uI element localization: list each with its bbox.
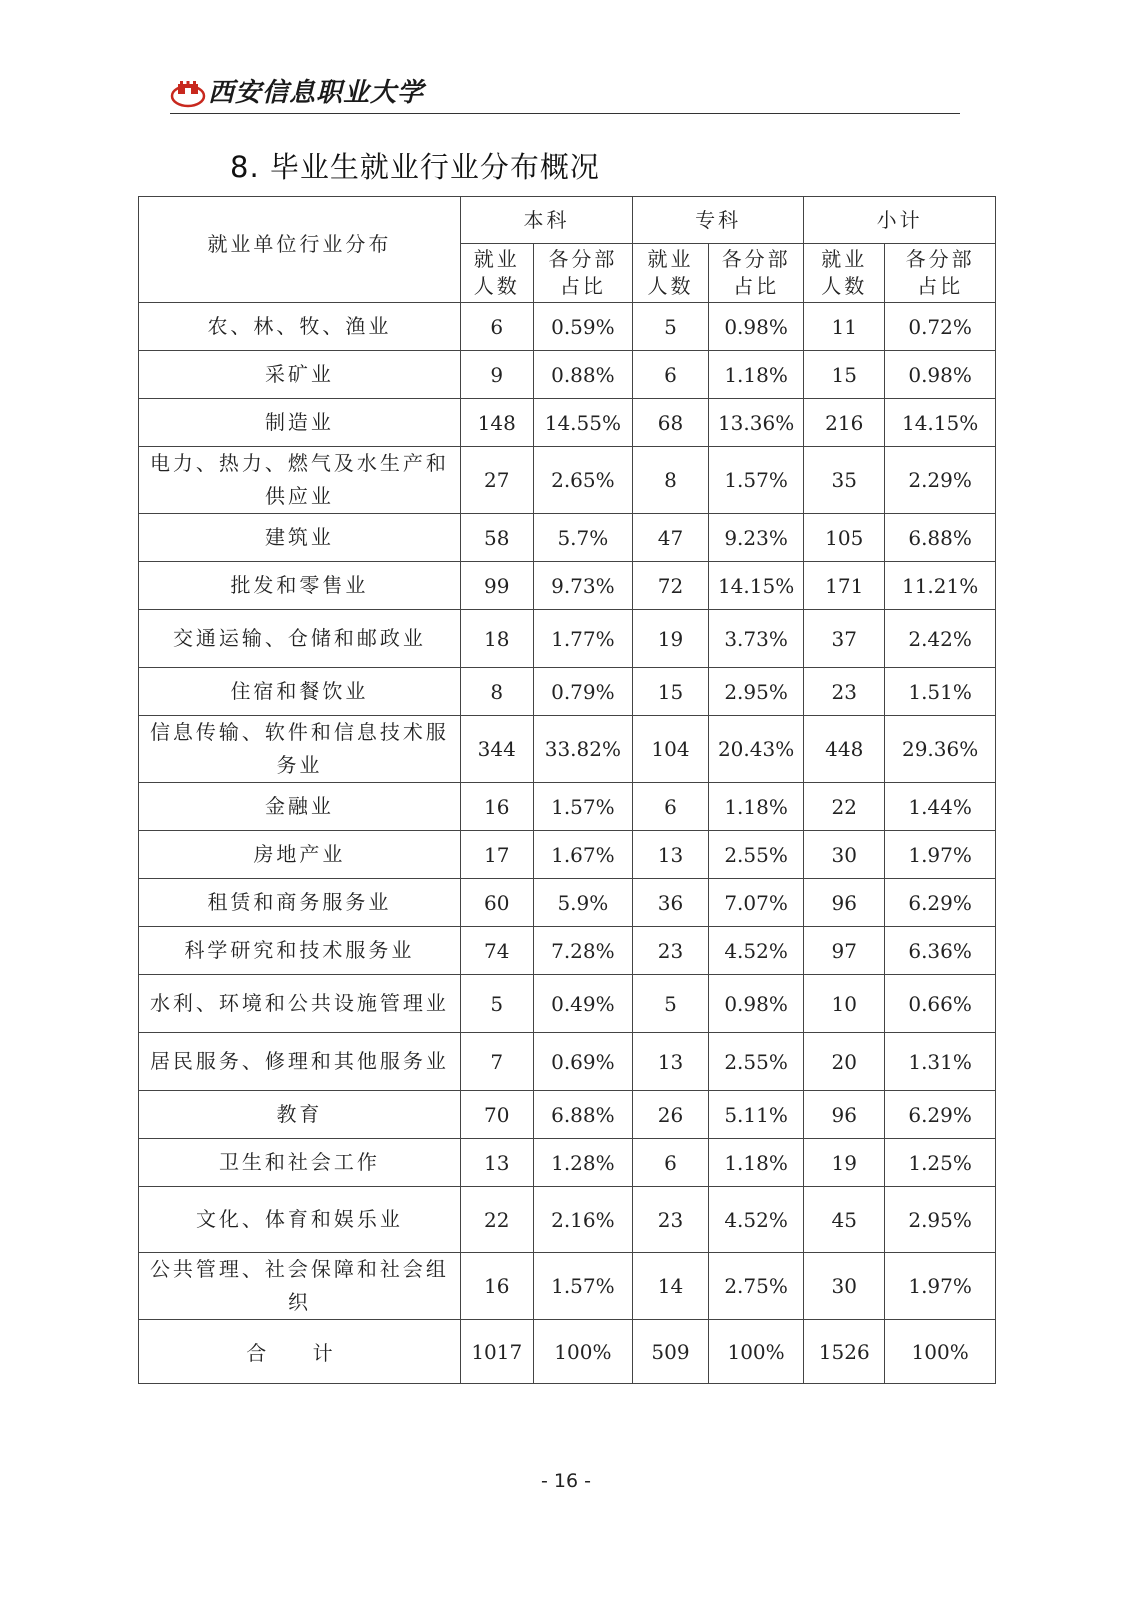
subheader-cell: 各分部 占比 <box>885 244 996 303</box>
percent-cell: 4.52% <box>708 927 803 975</box>
count-cell: 60 <box>460 879 533 927</box>
count-cell: 6 <box>460 303 533 351</box>
page-header <box>170 78 960 114</box>
subheader-cell: 就业 人数 <box>633 244 709 303</box>
count-cell: 171 <box>804 562 885 610</box>
industry-label: 居民服务、修理和其他服务业 <box>139 1033 461 1091</box>
percent-cell: 2.75% <box>708 1253 803 1320</box>
industry-label: 教育 <box>139 1091 461 1139</box>
section-title: 8. 毕业生就业行业分布概况 <box>230 150 600 184</box>
count-cell: 45 <box>804 1187 885 1253</box>
count-cell: 18 <box>460 610 533 668</box>
count-cell: 5 <box>633 303 709 351</box>
percent-cell: 1.28% <box>533 1139 632 1187</box>
percent-cell: 29.36% <box>885 716 996 783</box>
subheader-cell: 就业 人数 <box>804 244 885 303</box>
percent-cell: 1.67% <box>533 831 632 879</box>
table-row <box>139 1253 996 1320</box>
percent-cell: 1.57% <box>708 447 803 514</box>
count-cell: 74 <box>460 927 533 975</box>
percent-cell: 14.55% <box>533 399 632 447</box>
total-percent-cell: 100% <box>708 1320 803 1384</box>
percent-cell: 6.88% <box>885 514 996 562</box>
industry-label: 科学研究和技术服务业 <box>139 927 461 975</box>
percent-cell: 14.15% <box>708 562 803 610</box>
total-percent-cell: 100% <box>885 1320 996 1384</box>
percent-cell: 6.88% <box>533 1091 632 1139</box>
percent-cell: 1.57% <box>533 783 632 831</box>
percent-cell: 2.16% <box>533 1187 632 1253</box>
count-cell: 30 <box>804 831 885 879</box>
count-cell: 9 <box>460 351 533 399</box>
industry-label: 电力、热力、燃气及水生产和供应业 <box>139 447 461 514</box>
subheader-cell: 各分部 占比 <box>708 244 803 303</box>
count-cell: 448 <box>804 716 885 783</box>
percent-cell: 0.69% <box>533 1033 632 1091</box>
count-cell: 8 <box>633 447 709 514</box>
header-divider <box>170 113 960 114</box>
percent-cell: 0.79% <box>533 668 632 716</box>
count-cell: 23 <box>633 1187 709 1253</box>
percent-cell: 5.11% <box>708 1091 803 1139</box>
subheader-cell: 各分部 占比 <box>533 244 632 303</box>
percent-cell: 6.36% <box>885 927 996 975</box>
industry-label: 房地产业 <box>139 831 461 879</box>
industry-label: 采矿业 <box>139 351 461 399</box>
percent-cell: 13.36% <box>708 399 803 447</box>
total-count-cell: 509 <box>633 1320 709 1384</box>
industry-label: 建筑业 <box>139 514 461 562</box>
percent-cell: 0.98% <box>708 303 803 351</box>
count-cell: 22 <box>460 1187 533 1253</box>
percent-cell: 6.29% <box>885 1091 996 1139</box>
percent-cell: 1.18% <box>708 1139 803 1187</box>
count-cell: 104 <box>633 716 709 783</box>
percent-cell: 2.29% <box>885 447 996 514</box>
percent-cell: 1.25% <box>885 1139 996 1187</box>
table-row <box>139 1187 996 1253</box>
industry-label: 住宿和餐饮业 <box>139 668 461 716</box>
count-cell: 15 <box>804 351 885 399</box>
industry-label: 卫生和社会工作 <box>139 1139 461 1187</box>
industry-label: 水利、环境和公共设施管理业 <box>139 975 461 1033</box>
total-count-cell: 1526 <box>804 1320 885 1384</box>
table-row <box>139 399 996 447</box>
table-row <box>139 975 996 1033</box>
percent-cell: 0.98% <box>885 351 996 399</box>
table-row <box>139 1139 996 1187</box>
count-cell: 216 <box>804 399 885 447</box>
count-cell: 19 <box>804 1139 885 1187</box>
table-row <box>139 927 996 975</box>
industry-label: 租赁和商务服务业 <box>139 879 461 927</box>
percent-cell: 14.15% <box>885 399 996 447</box>
industry-label: 批发和零售业 <box>139 562 461 610</box>
count-cell: 27 <box>460 447 533 514</box>
count-cell: 16 <box>460 783 533 831</box>
count-cell: 105 <box>804 514 885 562</box>
percent-cell: 2.95% <box>708 668 803 716</box>
table-row <box>139 351 996 399</box>
percent-cell: 1.77% <box>533 610 632 668</box>
table-row <box>139 668 996 716</box>
table-row <box>139 610 996 668</box>
count-cell: 11 <box>804 303 885 351</box>
group-header-subtotal: 小计 <box>804 197 996 244</box>
total-row <box>139 1320 996 1384</box>
count-cell: 6 <box>633 1139 709 1187</box>
count-cell: 47 <box>633 514 709 562</box>
count-cell: 13 <box>633 1033 709 1091</box>
count-cell: 20 <box>804 1033 885 1091</box>
count-cell: 23 <box>633 927 709 975</box>
count-cell: 19 <box>633 610 709 668</box>
percent-cell: 9.23% <box>708 514 803 562</box>
count-cell: 37 <box>804 610 885 668</box>
count-cell: 8 <box>460 668 533 716</box>
group-header-junior-college: 专科 <box>633 197 804 244</box>
count-cell: 96 <box>804 879 885 927</box>
table-row <box>139 562 996 610</box>
table-row <box>139 716 996 783</box>
table-body <box>139 303 996 1384</box>
percent-cell: 1.51% <box>885 668 996 716</box>
count-cell: 13 <box>633 831 709 879</box>
count-cell: 5 <box>633 975 709 1033</box>
table-row <box>139 514 996 562</box>
count-cell: 16 <box>460 1253 533 1320</box>
count-cell: 58 <box>460 514 533 562</box>
percent-cell: 6.29% <box>885 879 996 927</box>
university-name: 西安信息职业大学 <box>208 78 425 108</box>
table-row <box>139 879 996 927</box>
corner-header: 就业单位行业分布 <box>139 197 461 303</box>
percent-cell: 0.59% <box>533 303 632 351</box>
count-cell: 70 <box>460 1091 533 1139</box>
percent-cell: 20.43% <box>708 716 803 783</box>
count-cell: 30 <box>804 1253 885 1320</box>
count-cell: 23 <box>804 668 885 716</box>
industry-label: 交通运输、仓储和邮政业 <box>139 610 461 668</box>
percent-cell: 1.57% <box>533 1253 632 1320</box>
percent-cell: 0.98% <box>708 975 803 1033</box>
count-cell: 6 <box>633 783 709 831</box>
total-percent-cell: 100% <box>533 1320 632 1384</box>
industry-label: 文化、体育和娱乐业 <box>139 1187 461 1253</box>
count-cell: 10 <box>804 975 885 1033</box>
page-number: - 16 - <box>541 1470 591 1492</box>
percent-cell: 0.72% <box>885 303 996 351</box>
industry-distribution-table <box>138 196 996 1384</box>
table-row <box>139 783 996 831</box>
count-cell: 99 <box>460 562 533 610</box>
count-cell: 7 <box>460 1033 533 1091</box>
group-header-undergrad: 本科 <box>460 197 632 244</box>
count-cell: 36 <box>633 879 709 927</box>
subheader-cell: 就业 人数 <box>460 244 533 303</box>
percent-cell: 2.42% <box>885 610 996 668</box>
table-row <box>139 1091 996 1139</box>
count-cell: 17 <box>460 831 533 879</box>
table-row <box>139 303 996 351</box>
count-cell: 6 <box>633 351 709 399</box>
percent-cell: 1.18% <box>708 783 803 831</box>
count-cell: 344 <box>460 716 533 783</box>
count-cell: 148 <box>460 399 533 447</box>
university-logo-icon <box>170 78 206 108</box>
percent-cell: 1.18% <box>708 351 803 399</box>
percent-cell: 0.66% <box>885 975 996 1033</box>
percent-cell: 2.95% <box>885 1187 996 1253</box>
industry-label: 制造业 <box>139 399 461 447</box>
count-cell: 13 <box>460 1139 533 1187</box>
count-cell: 35 <box>804 447 885 514</box>
count-cell: 96 <box>804 1091 885 1139</box>
percent-cell: 7.07% <box>708 879 803 927</box>
total-count-cell: 1017 <box>460 1320 533 1384</box>
count-cell: 26 <box>633 1091 709 1139</box>
percent-cell: 1.97% <box>885 831 996 879</box>
percent-cell: 2.65% <box>533 447 632 514</box>
percent-cell: 0.88% <box>533 351 632 399</box>
percent-cell: 4.52% <box>708 1187 803 1253</box>
count-cell: 72 <box>633 562 709 610</box>
percent-cell: 0.49% <box>533 975 632 1033</box>
table-row <box>139 831 996 879</box>
total-label: 合 计 <box>139 1320 461 1384</box>
industry-label: 金融业 <box>139 783 461 831</box>
percent-cell: 2.55% <box>708 1033 803 1091</box>
percent-cell: 1.31% <box>885 1033 996 1091</box>
percent-cell: 5.7% <box>533 514 632 562</box>
percent-cell: 9.73% <box>533 562 632 610</box>
count-cell: 15 <box>633 668 709 716</box>
percent-cell: 2.55% <box>708 831 803 879</box>
percent-cell: 5.9% <box>533 879 632 927</box>
table-row <box>139 1033 996 1091</box>
percent-cell: 7.28% <box>533 927 632 975</box>
count-cell: 5 <box>460 975 533 1033</box>
count-cell: 22 <box>804 783 885 831</box>
percent-cell: 3.73% <box>708 610 803 668</box>
count-cell: 97 <box>804 927 885 975</box>
percent-cell: 1.44% <box>885 783 996 831</box>
percent-cell: 33.82% <box>533 716 632 783</box>
table-row <box>139 447 996 514</box>
industry-label: 农、林、牧、渔业 <box>139 303 461 351</box>
industry-label: 公共管理、社会保障和社会组织 <box>139 1253 461 1320</box>
industry-label: 信息传输、软件和信息技术服务业 <box>139 716 461 783</box>
count-cell: 68 <box>633 399 709 447</box>
count-cell: 14 <box>633 1253 709 1320</box>
percent-cell: 1.97% <box>885 1253 996 1320</box>
percent-cell: 11.21% <box>885 562 996 610</box>
